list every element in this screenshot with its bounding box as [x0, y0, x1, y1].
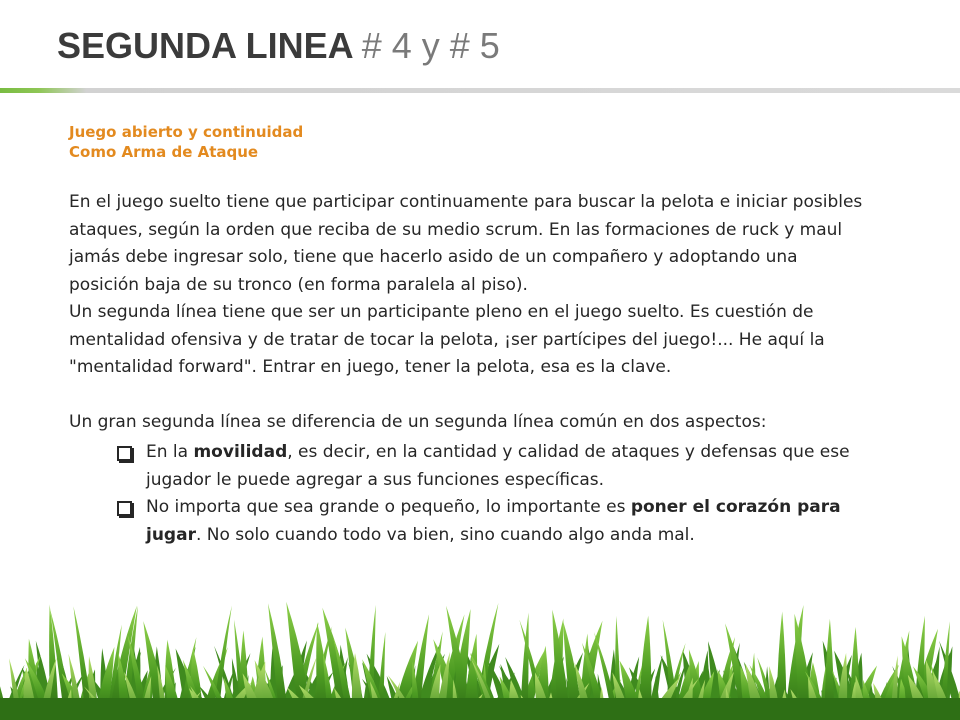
paragraph-2: Un segunda línea tiene que ser un participante pleno en el juego suelto. Es cuestión de mentalidad ofensiva y de tratar de tocar la pelota, ¡ser partícipes del juego!... He aquí la "mentalidad forward". Entrar en juego, tener la pelota, esa es la clave. — [69, 302, 825, 377]
title-divider — [0, 88, 960, 93]
bullet-2-text-after: . No solo cuando todo va bien, sino cuando algo anda mal. — [195, 524, 695, 545]
paragraph-3: Un gran segunda línea se diferencia de un segunda línea común en dos aspectos: — [69, 411, 767, 432]
bullet-item-2 — [117, 494, 869, 549]
slide-title — [57, 20, 500, 72]
checkbox-bullet-icon — [117, 446, 132, 461]
subtitle-line-1: Juego abierto y continuidad — [69, 123, 304, 141]
bullet-item-1 — [117, 439, 869, 494]
slide-title-main: SEGUNDA LINEA — [57, 25, 354, 66]
bullet-1-text-bold: movilidad — [193, 442, 288, 462]
grass-footer-icon — [0, 580, 960, 720]
slide-title-numbers: # 4 y # 5 — [361, 25, 500, 66]
checkbox-bullet-icon — [117, 501, 132, 516]
paragraph-spacer — [69, 382, 869, 409]
bullet-1-text-before: En la — [146, 442, 194, 462]
bullet-list — [69, 439, 869, 549]
paragraph-1: En el juego suelto tiene que participar continuamente para buscar la pelota e iniciar posibles ataques, según la orden que reciba de su medio scrum. En las formaciones de ruck y maul jamás debe ingresar solo, tiene que hacerlo asido de un compañero y adoptando una posición baja de su tronco (en forma paralela al piso). — [69, 192, 863, 295]
body-text — [69, 189, 869, 549]
subtitle-line-2: Como Arma de Ataque — [69, 143, 259, 161]
bullet-1-text-after: , es decir, en la cantidad y calidad de ataques y defensas que ese jugador le puede agregar a sus funciones específicas. — [146, 442, 850, 490]
subtitle — [69, 122, 303, 162]
bullet-2-text-before: No importa que sea grande o pequeño, lo importante es — [146, 497, 631, 517]
bullet-2-text-bold: poner el corazón para jugar — [146, 497, 841, 545]
